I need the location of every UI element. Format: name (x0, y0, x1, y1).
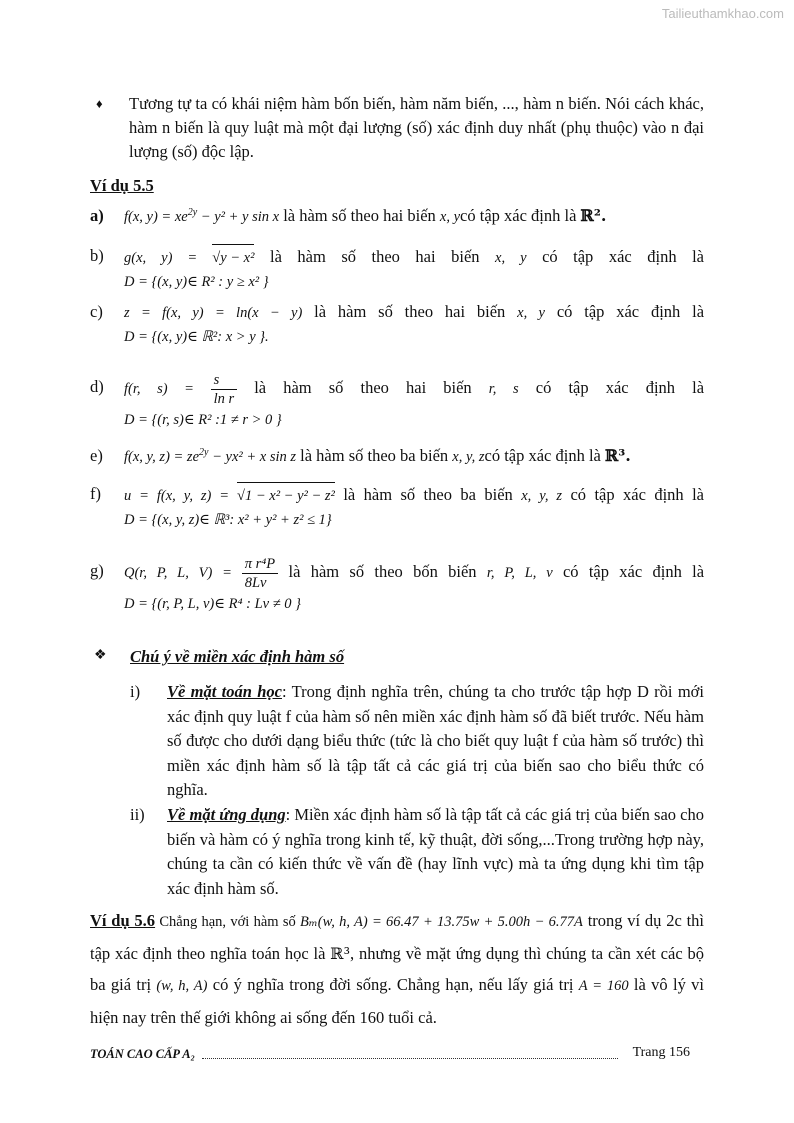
item-text2: có tập xác định là (570, 485, 705, 504)
note-heading (94, 647, 344, 667)
item-text: là hàm số theo ba biến (296, 446, 453, 465)
point-text: : Miền xác định hàm số là tập tất cả các giá trị của biến sao cho biến và hàm có ý nghĩa trong kinh tế, kỹ thuật, đời sống,...Trong trường hợp này, chúng ta cần có kiến thức về vấn đề (hay lĩnh vực) mà ta ứng dụng khi tìm tập xác định hàm số. (167, 805, 704, 898)
item-text2: có tập xác định là (556, 302, 705, 321)
example-item-e (90, 444, 704, 469)
item-vars: x, y (517, 305, 545, 321)
item-text2: có tập xác định là (484, 446, 605, 465)
example-item-c (90, 300, 704, 349)
formula: g(x, y) = √y − x² (124, 250, 254, 266)
item-vars: r, s (488, 381, 519, 397)
domain-set: ℝ³ (330, 944, 350, 963)
intro-text: Tương tự ta có khái niệm hàm bốn biến, hàm năm biến, ..., hàm n biến. Nói cách khác, hàm n biến là quy luật mà một đại lượng (số) xác định duy nhất (phụ thuộc) vào n đại lượng (số) độc lập. (129, 94, 704, 161)
domain-set: ℝ³. (605, 446, 631, 465)
page-number: Trang 156 (632, 1045, 690, 1060)
item-vars: x, y (439, 209, 461, 225)
footer-title: TOÁN CAO CẤP A₂ (90, 1047, 195, 1061)
domain-set: ℝ². (580, 206, 607, 225)
formula: f(x, $y) = xe^{2y} - y^2 + y$ sin x (124, 207, 280, 225)
example-item-g (90, 553, 704, 616)
example-item-d (90, 369, 704, 432)
domain: D = {(r, s)∈ R² :1 ≠ r > 0 } (124, 412, 282, 429)
item-text2: có tập xác định là (535, 378, 705, 397)
formula: f(r, s) = $\frac{s}{\text{ln r}}$ (124, 381, 237, 397)
note-title: Chú ý về miền xác định hàm số (130, 647, 345, 666)
item-text: là hàm số theo hai biến (254, 378, 472, 397)
item-label: c) (90, 302, 103, 321)
footer-dotted-leader (202, 1058, 618, 1059)
numeral: i) (130, 682, 141, 701)
item-text2: có tập xác định là (460, 206, 581, 225)
example-5-6-heading: Ví dụ 5.6 (90, 911, 156, 930)
formula: u = f(x, y, z) = √1 − x² − y² − z² (124, 488, 335, 504)
domain: D = {(x, y)∈ ℝ²: x > y }. (124, 329, 269, 345)
item-label: f) (90, 484, 101, 503)
point-text: : Trong định nghĩa trên, chúng ta cho trước tập hợp D rồi mới xác định quy luật f của hàm số nên miền xác định hàm số đã biết trước. Nếu hàm số được cho dưới dạng biểu thức (tức là cho biết quy luật f của hàm số trước) thì miền xác định hàm số là tập tất cả các giá trị của biến sao cho biểu thức có nghĩa. (167, 682, 704, 799)
example-5-5-heading: Ví dụ 5.5 (90, 176, 154, 195)
item-label: b) (90, 246, 104, 265)
item-label: d) (90, 377, 104, 396)
page-footer (90, 1045, 690, 1065)
diamond-bullet-icon: ♦ (96, 96, 103, 111)
item-text2: có tập xác định là (562, 562, 705, 581)
item-vars: x, y, z (452, 449, 485, 465)
point-title: Về mặt toán học (167, 682, 282, 701)
item-label: g) (90, 561, 104, 580)
item-text: là hàm số theo hai biến (269, 247, 480, 266)
note-point-ii (130, 803, 704, 901)
item-text: là hàm số theo hai biến (314, 302, 506, 321)
point-title: Về mặt ứng dụng (167, 805, 286, 824)
numeral: ii) (130, 805, 145, 824)
item-vars: x, y (495, 250, 527, 266)
example-item-a (90, 204, 704, 229)
formula: Q(r, P, L, V) = $\frac{\text{π r⁴P}}{8Lv}$ (124, 565, 278, 581)
tuple: (w, h, A) (156, 978, 208, 994)
watermark: Tailieuthamkhao.com (661, 6, 784, 21)
item-text: là hàm số theo hai biến (279, 206, 440, 225)
domain: D = {(x, y, z)∈ ℝ³: x² + y² + z² ≤ 1} (124, 512, 332, 528)
note-point-i (130, 680, 704, 803)
item-text: là hàm số theo bốn biến (288, 562, 477, 581)
item-label: a) (90, 206, 104, 225)
domain: D = {(x, y)∈ R² : y ≥ x² } (124, 274, 269, 290)
domain: D = {(r, P, L, v)∈ R⁴ : Lv ≠ 0 } (124, 596, 301, 613)
item-vars: r, P, L, v (486, 565, 553, 581)
item-vars: x, y, z (521, 488, 563, 504)
formula: f(x, y, $z) = ze^{2y} - yx^2 + x$ sin z (124, 447, 297, 465)
formula: z = f(x, y) = ln(x − y) (124, 305, 303, 321)
example-item-b (90, 244, 704, 294)
example-item-f (90, 482, 704, 532)
formula: Bₘ(w, h, A) = 66.47 + 13.75w + 5.00h − 6.77A (300, 914, 583, 930)
example-5-6-paragraph: Ví dụ 5.6 Chẳng hạn, với hàm số Bₘ(w, h, A) = 66.47 + 13.75w + 5.00h − 6.77A trong ví dụ 2c thì tập xác định theo nghĩa toán học là ℝ³, nhưng về mặt ứng dụng thì chúng ta cần xét các bộ ba giá trị (w, h, A) có ý nghĩa trong đời sống. Chẳng hạn, nếu lấy giá trị A = 160 là vô lý vì hiện nay trên thế giới không ai sống đến 160 tuổi cả. (90, 911, 704, 1027)
item-text2: có tập xác định là (542, 247, 704, 266)
value: A = 160 (578, 978, 629, 994)
four-diamond-icon: ❖ (94, 648, 107, 663)
intro-paragraph (96, 92, 704, 164)
item-label: e) (90, 446, 103, 465)
item-text: là hàm số theo ba biến (343, 485, 513, 504)
